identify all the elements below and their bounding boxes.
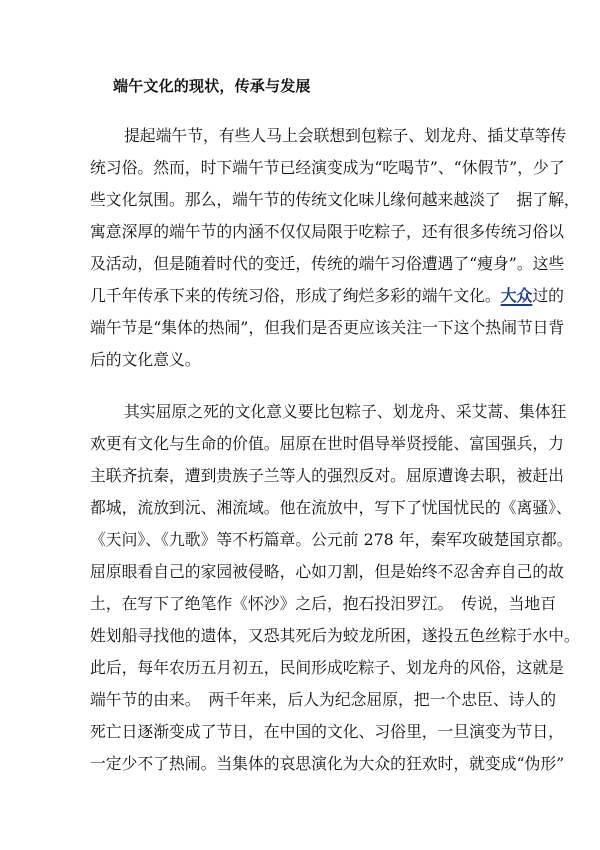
paragraph-1-line-1: 提起端午节，有些人马上会联想到包粽子、划龙舟、插艾草等传 bbox=[124, 126, 567, 145]
paragraph-1-line-4: 寓意深厚的端午节的内涵不仅仅局限于吃粽子，还有很多传统习俗以 bbox=[90, 222, 564, 241]
paragraph-2-line-8: 姓划船寻找他的遗体，又恐其死后为蛟龙所困，遂投五色丝粽于水中。 bbox=[90, 626, 580, 645]
paragraph-1-line-7: 端午节是“集体的热闹”，但我们是否更应该关注一下这个热闹节日背 bbox=[90, 318, 565, 337]
paragraph-2-line-5: 《天问》、《九歌》等不朽篇章。公元前 278 年，秦军攻破楚国京都。 bbox=[90, 530, 573, 549]
paragraph-1-line-3: 些文化氛围。那么，端午节的传统文化味儿缘何越来越淡了 据了解， bbox=[90, 190, 580, 209]
dazhong-link[interactable]: 大众 bbox=[500, 286, 533, 305]
paragraph-1-line-2: 统习俗。然而，时下端午节已经演变成为“吃喝节”、“休假节”，少了 bbox=[90, 158, 565, 177]
paragraph-2-line-3: 主联齐抗秦，遭到贵族子兰等人的强烈反对。屈原遭谗去职，被赶出 bbox=[90, 466, 564, 485]
paragraph-2-line-7: 土，在写下了绝笔作《怀沙》之后，抱石投汨罗江。 传说，当地百 bbox=[90, 594, 557, 613]
paragraph-2-line-2: 欢更有文化与生命的价值。屈原在世时倡导举贤授能、富国强兵，力 bbox=[90, 434, 564, 453]
paragraph-2-line-4: 都城，流放到沅、湘流域。他在流放中，写下了忧国忧民的《离骚》、 bbox=[90, 498, 572, 517]
paragraph-1-line-6-tail: 过的 bbox=[532, 286, 564, 305]
paragraph-1-line-6-text: 几千年传承下来的传统习俗，形成了绚烂多彩的端午文化。 bbox=[90, 286, 501, 305]
paragraph-2-line-6: 屈原眼看自己的家园被侵略，心如刀割，但是始终不忍舍弃自己的故 bbox=[90, 562, 564, 581]
paragraph-1-line-5: 及活动，但是随着时代的变迁，传统的端午习俗遭遇了“瘦身”。这些 bbox=[90, 254, 565, 273]
paragraph-2-line-10: 端午节的由来。 两千年来，后人为纪念屈原，把一个忠臣、诗人的 bbox=[90, 690, 557, 709]
paragraph-2-line-12: 一定少不了热闹。当集体的哀思演化为大众的狂欢时，就变成“伪形” bbox=[90, 754, 565, 773]
paragraph-1-line-8: 后的文化意义。 bbox=[90, 350, 201, 369]
paragraph-2-line-11: 死亡日逐渐变成了节日，在中国的文化、习俗里，一旦演变为节日， bbox=[90, 722, 564, 741]
paragraph-1-line-6 bbox=[90, 280, 564, 312]
paragraph-2-line-1: 其实屈原之死的文化意义要比包粽子、划龙舟、采艾蒿、集体狂 bbox=[124, 402, 567, 421]
document-title: 端午文化的现状，传承与发展 bbox=[113, 77, 311, 95]
paragraph-2-line-9: 此后，每年农历五月初五，民间形成吃粽子、划龙舟的风俗，这就是 bbox=[90, 658, 564, 677]
